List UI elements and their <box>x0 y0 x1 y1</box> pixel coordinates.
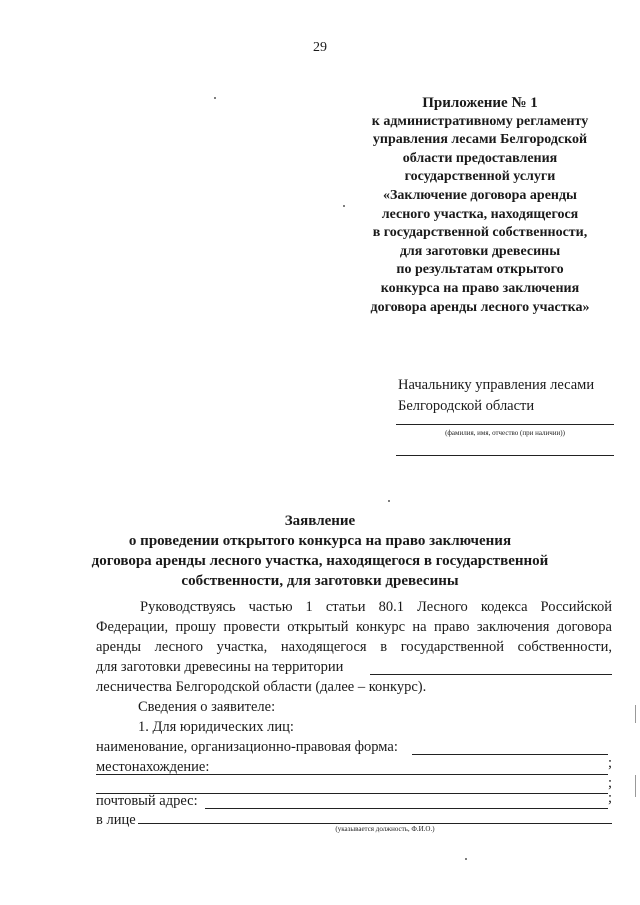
appendix-line: лесного участка, находящегося <box>381 206 579 222</box>
appendix-line: «Заключение договора аренды <box>382 187 577 203</box>
recipient-name-field-2[interactable] <box>396 455 614 456</box>
recipient-line: Белгородской области <box>398 398 535 414</box>
recipient-name-field[interactable] <box>396 424 614 425</box>
semicolon: ; <box>608 755 613 771</box>
statement-line: о проведении открытого конкурса на право заключения <box>128 533 512 549</box>
name-form-label: наименование, организационно-правовая форма: <box>96 739 398 755</box>
representative-label: в лице <box>96 812 136 828</box>
page-number: 29 <box>313 40 327 55</box>
appendix-line: области предоставления <box>402 150 558 166</box>
appendix-line: государственной услуги <box>404 169 556 185</box>
para1-line: Федерации, прошу провести открытый конкурс на право заключения договора <box>96 619 612 635</box>
location-field[interactable] <box>213 774 608 775</box>
appendix-line: управления лесами Белгородской <box>372 132 588 148</box>
para1-line: аренды лесного участка, находящегося в государственной собственности, <box>96 639 612 655</box>
statement-line: договора аренды лесного участка, находящегося в государственной <box>91 553 549 569</box>
name-form-field[interactable] <box>412 754 608 755</box>
scan-speck <box>465 858 467 860</box>
recipient-name-caption: (фамилия, имя, отчество (при наличии)) <box>445 429 565 437</box>
semicolon: ; <box>608 775 613 791</box>
scan-edge-mark <box>635 775 636 797</box>
appendix-line: по результатам открытого <box>396 262 564 278</box>
appendix-line: договора аренды лесного участка» <box>370 299 590 315</box>
statement-heading: Заявление <box>284 513 356 529</box>
para1-line: для заготовки древесины на территории <box>96 659 344 675</box>
recipient-block <box>398 375 628 417</box>
appendix-line: для заготовки древесины <box>399 243 561 259</box>
legal-entity-label: 1. Для юридических лиц: <box>138 719 294 735</box>
statement-title <box>60 511 580 591</box>
applicant-info-label: Сведения о заявителе: <box>138 699 276 715</box>
location-label: местонахождение: <box>96 759 210 775</box>
territory-field[interactable] <box>370 674 612 675</box>
scan-speck <box>343 205 345 207</box>
appendix-header <box>330 94 630 317</box>
para1-line: Руководствуясь частью 1 статьи 80.1 Лесного кодекса Российской <box>140 599 612 615</box>
statement-line: собственности, для заготовки древесины <box>181 573 459 589</box>
appendix-line: в государственной собственности, <box>372 225 588 241</box>
recipient-line: Начальнику управления лесами <box>398 377 595 393</box>
representative-caption: (указывается должность, Ф.И.О.) <box>335 825 435 833</box>
scan-edge-mark <box>635 705 636 723</box>
appendix-line: к административному регламенту <box>371 113 589 129</box>
scan-speck <box>388 500 390 502</box>
para1-end: лесничества Белгородской области (далее – конкурс). <box>96 679 427 695</box>
representative-field[interactable] <box>138 823 612 824</box>
postal-address-label: почтовый адрес: <box>96 793 198 809</box>
scan-speck <box>214 97 216 99</box>
appendix-title: Приложение № 1 <box>422 95 538 111</box>
semicolon: ; <box>608 790 613 806</box>
postal-address-field[interactable] <box>205 808 608 809</box>
appendix-line: конкурса на право заключения <box>380 280 580 296</box>
